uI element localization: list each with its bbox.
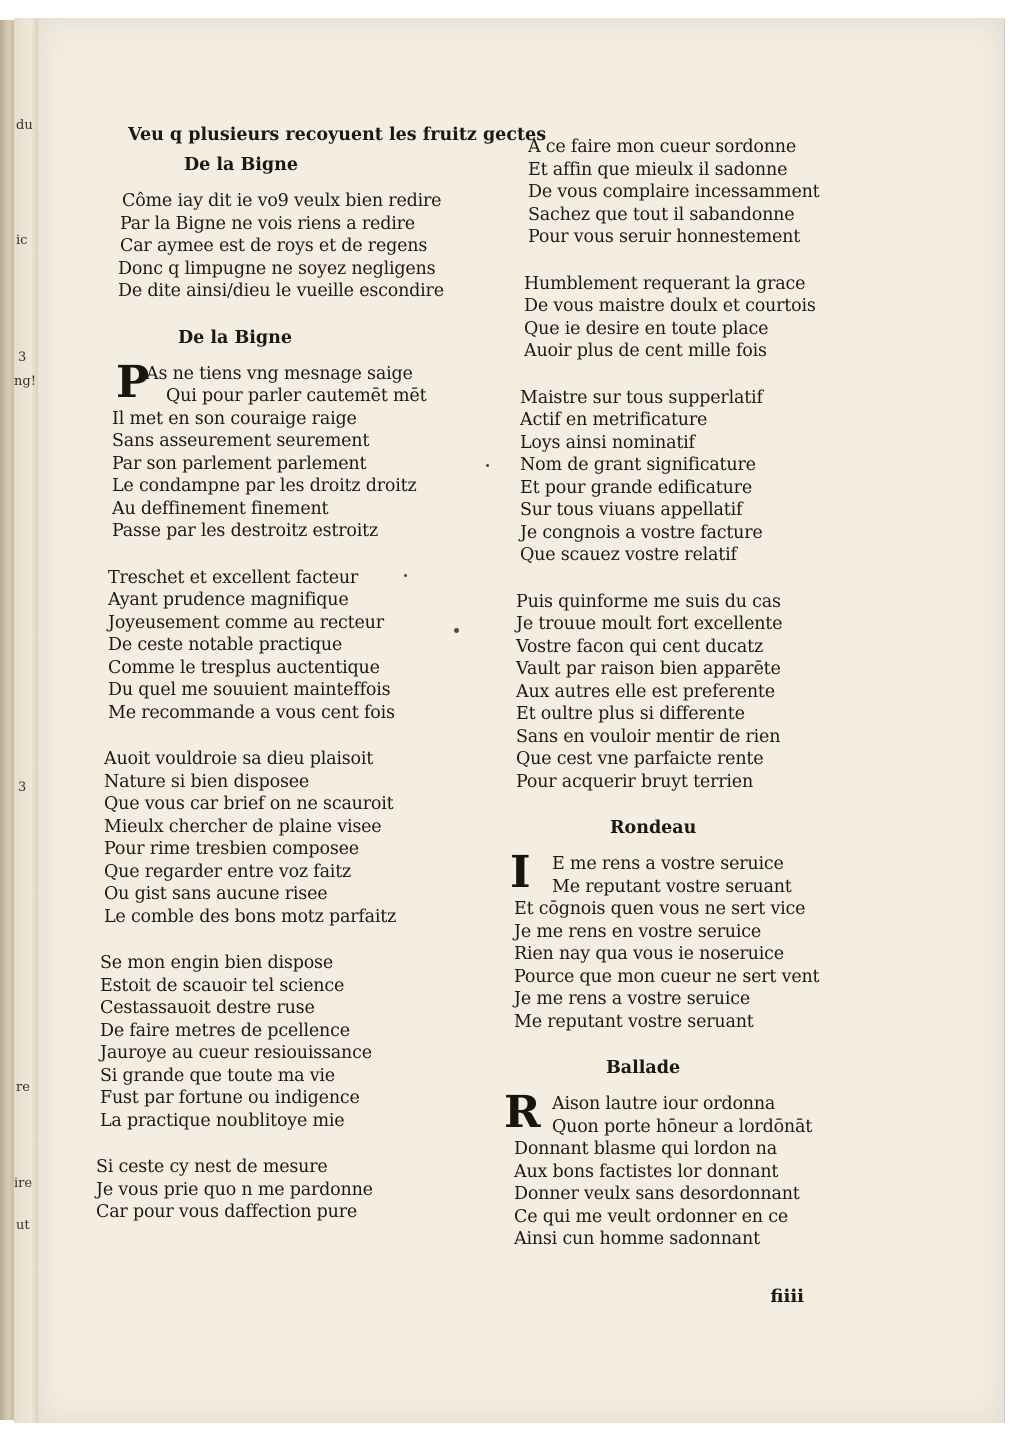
verse-line: A ce faire mon cueur sordonne <box>528 137 797 157</box>
verse-line: Que cest vne parfaicte rente <box>516 749 764 769</box>
stanza <box>514 136 934 249</box>
verse-line: Mieulx chercher de plaine visee <box>104 816 382 837</box>
signature-mark: fiiii <box>770 1286 804 1307</box>
section-heading: Ballade <box>606 1058 681 1078</box>
verse-line: Me reputant vostre seruant <box>552 876 792 897</box>
verse-line: Loys ainsi nominatif <box>520 432 695 453</box>
stanza <box>90 748 510 928</box>
running-head: Veu q plusieurs recoyuent les fruitz gectes <box>128 125 547 145</box>
facing-page-text: 3 <box>18 780 27 795</box>
verse-line: Que vous car brief on ne scauroit <box>104 794 394 814</box>
verse-line: Donc q limpugne ne soyez negligens <box>118 258 436 279</box>
verse-line: Je vous prie quo n me pardonne <box>96 1179 373 1200</box>
verse-line: De faire metres de pcellence <box>100 1020 350 1041</box>
verse-line: Ce qui me veult ordonner en ce <box>514 1206 788 1227</box>
verse-line: Et affin que mieulx il sadonne <box>528 159 788 180</box>
section-heading: De la Bigne <box>178 327 293 348</box>
verse-line: Ainsi cun homme sadonnant <box>514 1229 760 1249</box>
verse-line: Pource que mon cueur ne sert vent <box>514 966 820 987</box>
verse-line: Il met en son couraige raige <box>112 408 357 429</box>
verse-line: Maistre sur tous supperlatif <box>520 387 763 408</box>
verse-line: Jauroye au cueur resiouissance <box>100 1043 372 1063</box>
verse-line: Car aymee est de roys et de regens <box>120 236 428 256</box>
verse-line: As ne tiens vng mesnage saige <box>146 363 413 384</box>
facing-page-text: ut <box>16 1218 30 1233</box>
verse-line: Et cōgnois quen vous ne sert vice <box>514 899 806 919</box>
verse-line: Sur tous viuans appellatif <box>520 500 743 520</box>
verse-line: Que ie desire en toute place <box>524 318 769 339</box>
facing-page-text: ic <box>16 233 28 248</box>
verse-line: Quon porte hōneur a lordōnāt <box>552 1116 813 1137</box>
verse-line: Par la Bigne ne vois riens a redire <box>120 213 415 234</box>
verse-line: Si ceste cy nest de mesure <box>96 1157 328 1177</box>
drop-capital: P <box>116 356 150 408</box>
book-page <box>38 18 1005 1423</box>
verse-line: Donnant blasme qui lordon na <box>514 1139 777 1159</box>
drop-capital: I <box>510 847 531 898</box>
facing-page-text: ire <box>14 1176 33 1191</box>
facing-page-text: ng! <box>14 374 36 389</box>
verse-line: De vous complaire incessamment <box>528 182 820 202</box>
verse-line: Ou gist sans aucune risee <box>104 884 328 904</box>
verse-line: Je congnois a vostre facture <box>520 522 763 543</box>
stanza <box>510 847 934 1033</box>
stanza <box>90 567 510 725</box>
verse-line: E me rens a vostre seruice <box>552 854 784 874</box>
verse-line: Fust par fortune ou indigence <box>100 1088 360 1108</box>
book-spine-edge <box>0 20 14 1420</box>
verse-line: Sans asseurement seurement <box>112 431 370 451</box>
verse-line: De dite ainsi/dieu le vueille escondire <box>118 281 444 301</box>
verse-line: Ayant prudence magnifique <box>108 590 349 610</box>
verse-line: Rien nay qua vous ie noseruice <box>514 944 784 964</box>
verse-line: Je me rens a vostre seruice <box>514 989 751 1009</box>
verse-line: Côme iay dit ie vo9 veulx bien redire <box>122 191 442 211</box>
verse-line: Auoir plus de cent mille fois <box>524 341 767 361</box>
verse-line: Se mon engin bien dispose <box>100 953 333 973</box>
verse-line: Du quel me souuient mainteffois <box>108 680 391 700</box>
verse-line: Je trouue moult fort excellente <box>516 614 783 634</box>
verse-line: Pour vous seruir honnestement <box>528 227 801 247</box>
verse-line: De vous maistre doulx et courtois <box>524 296 816 316</box>
left-text-column <box>90 124 547 1248</box>
verse-line: De ceste notable practique <box>108 635 343 655</box>
verse-line: Et pour grande edificature <box>520 477 752 498</box>
verse-line: Me reputant vostre seruant <box>514 1011 754 1032</box>
stanza <box>90 1156 510 1224</box>
stanza <box>90 356 510 543</box>
verse-line: Car pour vous daffection pure <box>96 1202 358 1222</box>
verse-line: Le comble des bons motz parfaitz <box>104 906 397 927</box>
verse-line: Si grande que toute ma vie <box>100 1065 335 1086</box>
verse-line: Aison lautre iour ordonna <box>552 1094 776 1114</box>
verse-line: Je me rens en vostre seruice <box>514 921 762 942</box>
verse-line: Sans en vouloir mentir de rien <box>516 726 781 747</box>
verse-line: Donner veulx sans desordonnant <box>514 1184 800 1204</box>
verse-line: Humblement requerant la grace <box>524 273 806 294</box>
verse-line: Que scauez vostre relatif <box>520 545 737 565</box>
section-heading: De la Bigne <box>184 155 299 175</box>
verse-line: Treschet et excellent facteur <box>108 567 359 588</box>
facing-page-text: re <box>16 1080 30 1095</box>
verse-line: Estoit de scauoir tel science <box>100 975 345 996</box>
verse-line: Par son parlement parlement <box>112 453 367 474</box>
verse-line: Sachez que tout il sabandonne <box>528 204 795 225</box>
verse-line: Joyeusement comme au recteur <box>108 612 384 633</box>
section-heading: Rondeau <box>610 818 697 838</box>
verse-line: Nom de grant significature <box>520 455 756 475</box>
stanza <box>514 273 934 363</box>
facing-page-text: 3 <box>18 350 27 365</box>
drop-capital: R <box>504 1087 541 1138</box>
verse-line: Auoit vouldroie sa dieu plaisoit <box>104 749 374 769</box>
verse-line: Au deffinement finement <box>112 498 329 519</box>
verse-line: Cestassauoit destre ruse <box>100 998 315 1018</box>
verse-line: Aux autres elle est preferente <box>516 681 775 702</box>
verse-line: Le condampne par les droitz droitz <box>112 476 417 496</box>
verse-line: Actif en metrificature <box>520 410 708 430</box>
facing-page-edge <box>14 18 39 1423</box>
stanza <box>90 952 510 1132</box>
facing-page-text: du <box>16 118 33 133</box>
stanza <box>504 1087 934 1251</box>
stanza <box>514 387 934 567</box>
verse-line: Pour acquerir bruyt terrien <box>516 771 754 792</box>
stanza <box>514 591 934 794</box>
verse-line: Nature si bien disposee <box>104 771 310 792</box>
verse-line: Aux bons factistes lor donnant <box>514 1161 779 1182</box>
stanza <box>90 190 510 303</box>
verse-line: La practique noublitoye mie <box>100 1110 345 1131</box>
right-text-column <box>504 136 934 1275</box>
verse-line: Que regarder entre voz faitz <box>104 861 352 882</box>
verse-line: Qui pour parler cautemēt mēt <box>166 386 427 406</box>
verse-line: Comme le tresplus auctentique <box>108 657 380 678</box>
verse-line: Puis quinforme me suis du cas <box>516 591 781 612</box>
verse-line: Vostre facon qui cent ducatz <box>516 636 763 657</box>
verse-line: Et oultre plus si differente <box>516 704 745 724</box>
verse-line: Pour rime tresbien composee <box>104 839 359 859</box>
verse-line: Vault par raison bien apparēte <box>516 659 781 679</box>
verse-line: Me recommande a vous cent fois <box>108 702 395 723</box>
verse-line: Passe par les destroitz estroitz <box>112 521 378 541</box>
